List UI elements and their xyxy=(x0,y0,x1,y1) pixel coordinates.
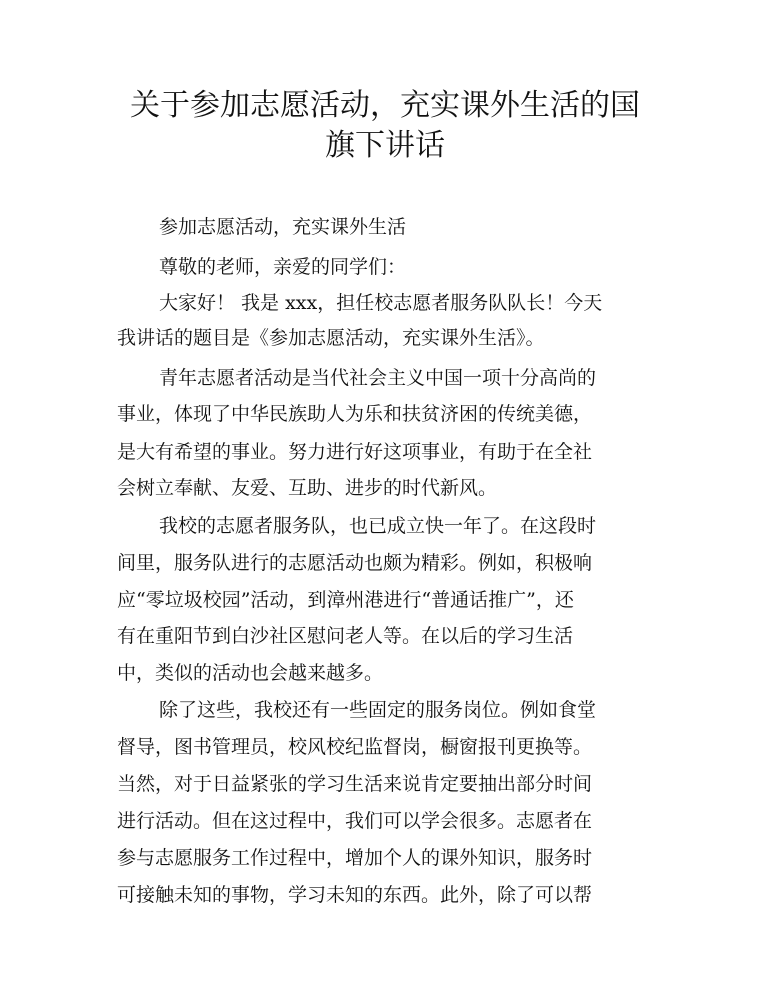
subtitle-line: 参加志愿活动，充实课外生活 xyxy=(159,216,407,238)
body-line: 青年志愿者活动是当代社会主义中国一项十分高尚的 xyxy=(159,367,597,389)
document-title-line-1: 关于参加志愿活动，充实课外生活的国 xyxy=(130,88,640,123)
body-line: 有在重阳节到白沙社区慰问老人等。在以后的学习生活 xyxy=(117,625,574,647)
body-line: 除了这些，我校还有一些固定的服务岗位。例如食堂 xyxy=(159,699,597,721)
body-line: 事业，体现了中华民族助人为乐和扶贫济困的传统美德， xyxy=(117,403,593,425)
body-line: 中，类似的活动也会越来越多。 xyxy=(117,662,384,684)
body-line: 间里，服务队进行的志愿活动也颇为精彩。例如，积极响 xyxy=(117,552,593,574)
body-line: 是大有希望的事业。努力进行好这项事业，有助于在全社 xyxy=(117,441,593,463)
body-line: 大家好！ 我是 xxx，担任校志愿者服务队队长！今天 xyxy=(159,292,603,314)
body-line: 进行活动。但在这过程中，我们可以学会很多。志愿者在 xyxy=(117,810,593,832)
body-line: 参与志愿服务工作过程中，增加个人的课外知识，服务时 xyxy=(117,847,593,869)
body-line: 我校的志愿者服务队，也已成立快一年了。在这段时 xyxy=(159,515,597,537)
document-title-line-2: 旗下讲话 xyxy=(325,128,445,163)
body-line: 可接触未知的事物，学习未知的东西。此外，除了可以帮 xyxy=(117,884,593,906)
body-line: 会树立奉献、友爱、互助、进步的时代新风。 xyxy=(117,477,498,499)
body-line: 督导，图书管理员，校风校纪监督岗，橱窗报刊更换等。 xyxy=(117,736,593,758)
body-line: 应“零垃圾校园”活动，到漳州港进行“普通话推广”，还 xyxy=(117,589,574,611)
salutation-line: 尊敬的老师，亲爱的同学们： xyxy=(159,256,407,278)
body-line: 我讲话的题目是《参加志愿活动，充实课外生活》。 xyxy=(117,327,545,349)
body-line: 当然，对于日益紧张的学习生活来说肯定要抽出部分时间 xyxy=(117,773,593,795)
